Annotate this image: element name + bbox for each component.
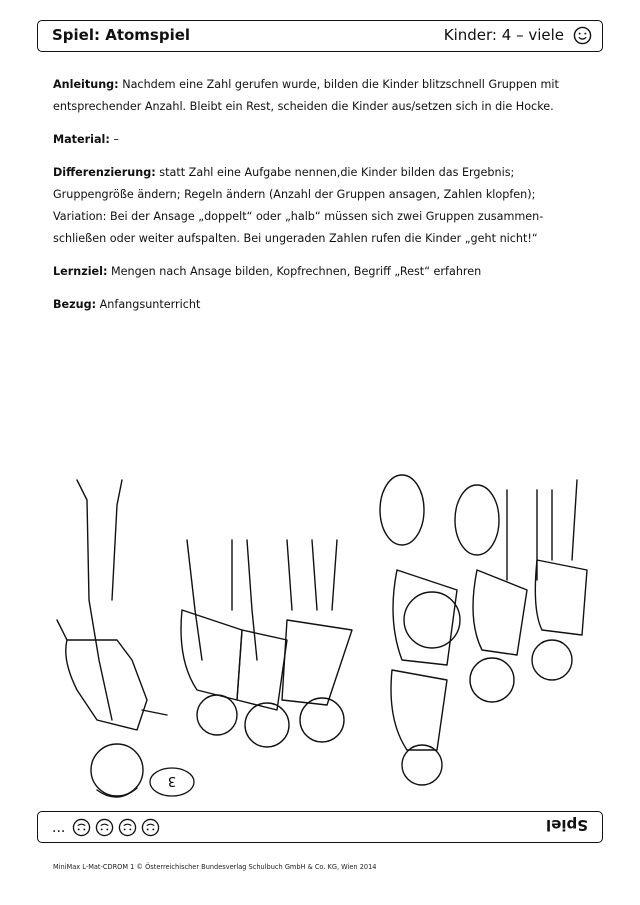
- figure-teacher: [57, 480, 167, 797]
- bottom-bar: [37, 811, 603, 843]
- section-differenzierung: [53, 162, 588, 250]
- instructions: [53, 74, 588, 327]
- figure-group-middle: [181, 540, 352, 747]
- page-title: Spiel: Atomspiel: [52, 26, 191, 44]
- kids-count: Kinder: 4 – viele: [443, 26, 564, 44]
- ellipsis: ...: [52, 819, 66, 836]
- face-icon: [118, 818, 137, 837]
- header-bar: [37, 20, 603, 52]
- section-text: statt Zahl eine Aufgabe nennen,die Kinder bilden das Ergebnis; Gruppengröße ändern; Regeln ändern (Anzahl der Gruppen ansagen, Zahlen klopfen); Variation: Bei der Ansage „doppelt“ oder „halb“ müssen sich zwei Gruppen zusammen-schließen oder weiter aufspalten. Bei ungeraden Zahlen rufen die Kinder „geht nicht!“: [53, 166, 544, 245]
- smiley-icon: [573, 26, 592, 45]
- copyright-footer: MiniMax L-Mat-CDROM 1 © Österreichischer Bundesverlag Schulbuch GmbH & Co. KG, Wien 2014: [53, 863, 377, 871]
- rotated-spiel-label: Spiel: [546, 816, 588, 834]
- section-bezug: [53, 294, 588, 316]
- face-icon: [141, 818, 160, 837]
- section-text: –: [109, 133, 119, 146]
- section-label: Differenzierung:: [53, 166, 156, 179]
- section-label: Anleitung:: [53, 78, 119, 91]
- section-label: Material:: [53, 133, 110, 146]
- section-material: [53, 129, 588, 151]
- rating-faces: [52, 818, 160, 837]
- section-lernziel: [53, 261, 588, 283]
- section-text: Anfangsunterricht: [96, 298, 201, 311]
- section-anleitung: [53, 74, 588, 118]
- speech-bubble-number: 3: [167, 773, 177, 788]
- section-text: Mengen nach Ansage bilden, Kopfrechnen, Begriff „Rest“ erfahren: [107, 265, 482, 278]
- face-icon: [72, 818, 91, 837]
- face-icon: [95, 818, 114, 837]
- figure-wheelchair-group: [380, 475, 587, 785]
- section-label: Bezug:: [53, 298, 97, 311]
- section-label: Lernziel:: [53, 265, 108, 278]
- section-text: Nachdem eine Zahl gerufen wurde, bilden die Kinder blitzschnell Gruppen mit entsprechender Anzahl. Bleibt ein Rest, scheiden die Kinder aus/setzen sich in die Hocke.: [53, 78, 559, 113]
- children-illustration: [37, 460, 603, 810]
